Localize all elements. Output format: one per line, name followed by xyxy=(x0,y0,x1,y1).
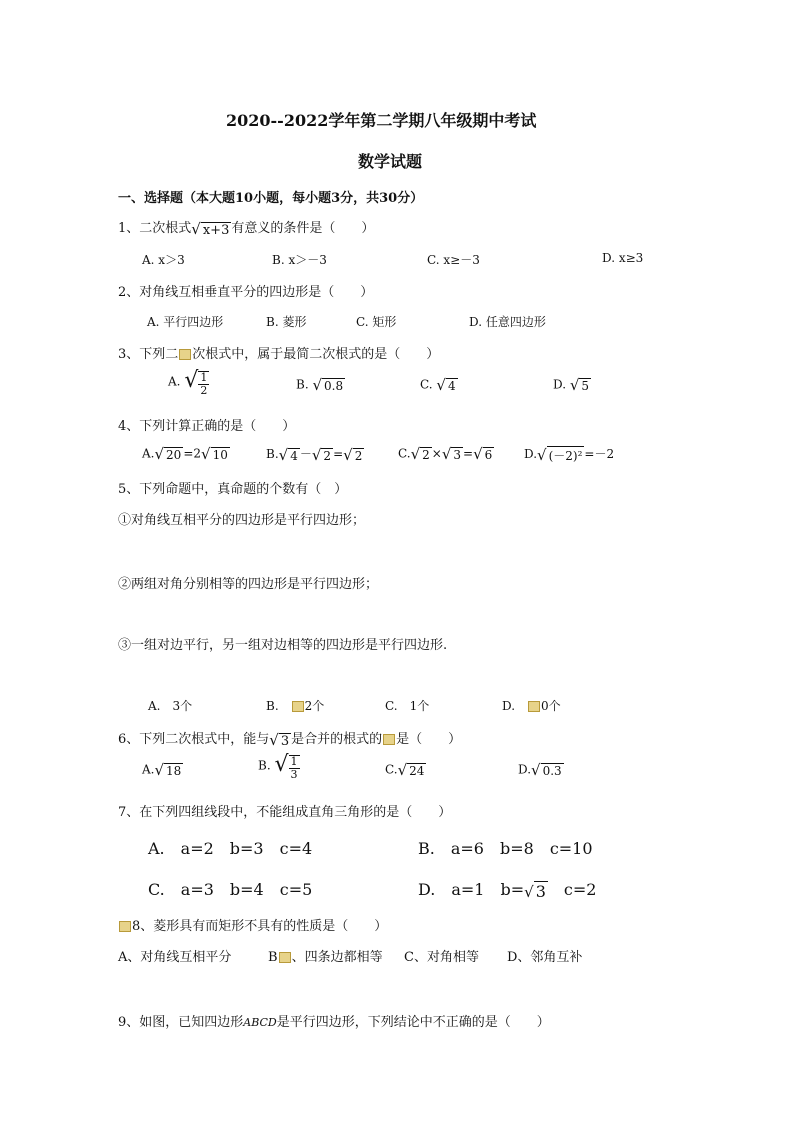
option-label: B xyxy=(268,950,278,965)
question-6-text: 6、下列二次根式中，能与 xyxy=(118,732,270,747)
radical: √ 6 xyxy=(473,445,493,463)
option-b xyxy=(258,752,300,780)
option-values: a=2 b=3 c=4 xyxy=(180,839,313,858)
option-d: D、邻角互补 xyxy=(507,950,583,965)
option-label: B. xyxy=(296,377,309,392)
option-d xyxy=(502,697,561,714)
option-a: A. 3个 xyxy=(148,699,193,713)
edit-marker-icon xyxy=(179,349,191,360)
radical: √ 0.3 xyxy=(531,761,562,779)
radical: √ 20 xyxy=(154,445,182,463)
radical: √ 2 xyxy=(343,445,363,464)
radicand: 3 xyxy=(280,733,290,749)
statement-3: ③一组对边平行，另一组对边相等的四边形是平行四边形. xyxy=(118,638,448,653)
operator: × xyxy=(431,446,442,461)
question-5: 5、下列命题中，真命题的个数有（ ） xyxy=(118,482,348,497)
radicand: x+3 xyxy=(202,222,230,238)
option-text: 2个 xyxy=(304,699,325,713)
result: =－2 xyxy=(584,447,615,461)
option-c: C. 矩形 xyxy=(356,315,397,329)
option-label: B. xyxy=(266,699,279,713)
radical: √ 0.8 xyxy=(312,376,344,394)
radicand: 0.8 xyxy=(324,379,344,393)
question-9-text-end: 是平行四边形，下列结论中不正确的是（ ） xyxy=(276,1015,550,1030)
question-1-text-end: 有意义的条件是（ ） xyxy=(231,221,375,236)
radical: √ 3 xyxy=(269,730,290,749)
radicand: 20 xyxy=(166,448,182,462)
radicand: 10 xyxy=(212,448,228,462)
option-values: a=1 b= xyxy=(451,880,525,899)
operator: =2 xyxy=(183,446,202,461)
section-heading: 一、选择题（本大题10小题，每小题3分，共30分） xyxy=(118,191,424,206)
option-label: C. xyxy=(398,446,411,461)
page-title: 2020--2022学年第二学期八年级期中考试 xyxy=(226,111,537,130)
operator: = xyxy=(333,447,344,461)
radical: √ 4 xyxy=(436,376,456,394)
option-values: a=3 b=4 c=5 xyxy=(180,880,313,899)
option-label: D. xyxy=(553,377,567,392)
numerator: 1 xyxy=(290,754,298,768)
option-label: D. xyxy=(418,880,436,899)
option-a xyxy=(142,761,183,779)
radicand: 3 xyxy=(535,881,546,901)
edit-marker-icon xyxy=(383,734,395,745)
option-label: A. xyxy=(168,374,181,389)
option-d xyxy=(553,376,591,394)
option-label: A. xyxy=(142,762,155,777)
option-label: C. xyxy=(148,880,165,899)
question-7: 7、在下列四组线段中，不能组成直角三角形的是（ ） xyxy=(118,805,452,820)
option-label: B. xyxy=(258,758,271,773)
question-4: 4、下列计算正确的是（ ） xyxy=(118,419,296,434)
option-values-end: c=2 xyxy=(547,880,597,899)
option-label: C. xyxy=(385,762,398,777)
radical: √ 3 xyxy=(524,881,546,901)
radicand: 2 xyxy=(323,448,332,463)
radical: √ 10 xyxy=(201,445,228,463)
edit-marker-icon xyxy=(292,701,304,712)
radical: √ (－2)² xyxy=(537,445,583,464)
option-text: 0个 xyxy=(541,699,561,713)
question-3 xyxy=(118,343,439,362)
denominator: 2 xyxy=(200,383,208,397)
option-b: B. 菱形 xyxy=(266,315,307,329)
option-d xyxy=(518,761,564,779)
radical: √ 2 xyxy=(410,445,430,463)
option-c xyxy=(385,761,426,779)
question-9 xyxy=(118,1011,550,1030)
radicand: (－2)² xyxy=(547,446,585,464)
option-c xyxy=(148,877,312,900)
question-6 xyxy=(118,728,461,749)
radical: √ 3 xyxy=(441,445,462,463)
edit-marker-icon xyxy=(528,701,540,712)
fraction xyxy=(198,371,209,396)
option-label: A. xyxy=(148,839,165,858)
option-c xyxy=(398,445,494,463)
option-label: D. xyxy=(518,762,532,777)
edit-marker-icon xyxy=(279,952,291,963)
option-a: A. 平行四边形 xyxy=(147,315,224,329)
operator: － xyxy=(299,447,312,461)
radicand: 0.3 xyxy=(542,764,562,778)
radicand: 4 xyxy=(290,448,298,463)
question-9-text: 9、如图，已知四边形 xyxy=(118,1015,244,1030)
radical: √ 5 xyxy=(569,376,590,394)
page-subtitle: 数学试题 xyxy=(358,152,423,171)
statement-1: ①对角线互相平分的四边形是平行四边形； xyxy=(118,513,366,528)
option-d xyxy=(524,445,614,464)
radical: √ x+3 xyxy=(191,219,230,238)
radicand: 5 xyxy=(581,379,590,393)
fraction xyxy=(289,755,300,780)
radical: √ 18 xyxy=(154,761,182,779)
option-b xyxy=(418,836,593,859)
option-a xyxy=(148,836,312,859)
radicand: 24 xyxy=(409,764,425,778)
edit-marker-icon xyxy=(119,921,131,932)
radicand: 2 xyxy=(354,448,363,463)
radical: √ 2 xyxy=(311,445,332,464)
radicand: 6 xyxy=(484,448,493,462)
radical: √ $\frac{1}{2}$ xyxy=(184,368,208,397)
option-a xyxy=(142,445,230,463)
option-a xyxy=(168,368,209,396)
radicand: 3 xyxy=(453,448,462,462)
question-3-text-end: 次根式中，属于最简二次根式的是（ ） xyxy=(192,347,440,362)
option-d: D. 任意四边形 xyxy=(469,315,546,329)
option-b xyxy=(296,376,345,394)
option-b: B. x＞－3 xyxy=(272,253,327,267)
option-b xyxy=(266,445,364,464)
option-c: C. 1个 xyxy=(385,699,430,713)
option-text: 、四条边都相等 xyxy=(291,950,383,965)
option-label: A. xyxy=(142,446,155,461)
option-d xyxy=(418,877,596,901)
option-c: C、对角相等 xyxy=(404,950,479,965)
question-2: 2、对角线互相垂直平分的四边形是（ ） xyxy=(118,285,374,300)
option-c: C. x≥－3 xyxy=(427,253,480,267)
numerator: 1 xyxy=(200,370,208,384)
shape-label: ABCD xyxy=(243,1016,277,1029)
question-6-text-end: 是（ ） xyxy=(396,732,462,747)
option-label: C. xyxy=(420,377,433,392)
denominator: 3 xyxy=(290,767,298,781)
option-b xyxy=(266,697,324,714)
question-3-text: 3、下列二 xyxy=(118,347,179,362)
question-6-text-mid: 是合并的根式的 xyxy=(291,732,383,747)
radical: √ 24 xyxy=(397,761,425,779)
question-1 xyxy=(118,217,374,238)
option-c xyxy=(420,376,458,394)
option-label: D. xyxy=(502,699,516,713)
option-label: D. xyxy=(524,447,538,461)
option-a: A、对角线互相平分 xyxy=(118,950,232,965)
question-8-text: 8、菱形具有而矩形不具有的性质是（ ） xyxy=(132,919,388,934)
radicand: 18 xyxy=(166,764,182,778)
radical: √ 4 xyxy=(278,445,298,464)
option-label: B. xyxy=(266,447,279,461)
option-label: B. xyxy=(418,839,435,858)
statement-2: ②两组对角分别相等的四边形是平行四边形； xyxy=(118,577,379,592)
option-b xyxy=(268,946,383,965)
question-8 xyxy=(118,915,387,934)
radical: √ $\frac{1}{3}$ xyxy=(274,752,298,781)
question-1-text: 1、二次根式 xyxy=(118,221,192,236)
radicand: 2 xyxy=(422,448,430,462)
option-d: D. x≥3 xyxy=(602,251,644,265)
option-values: a=6 b=8 c=10 xyxy=(450,839,593,858)
radicand: 4 xyxy=(447,379,456,393)
option-a: A. x＞3 xyxy=(142,253,185,267)
operator: = xyxy=(463,446,474,461)
